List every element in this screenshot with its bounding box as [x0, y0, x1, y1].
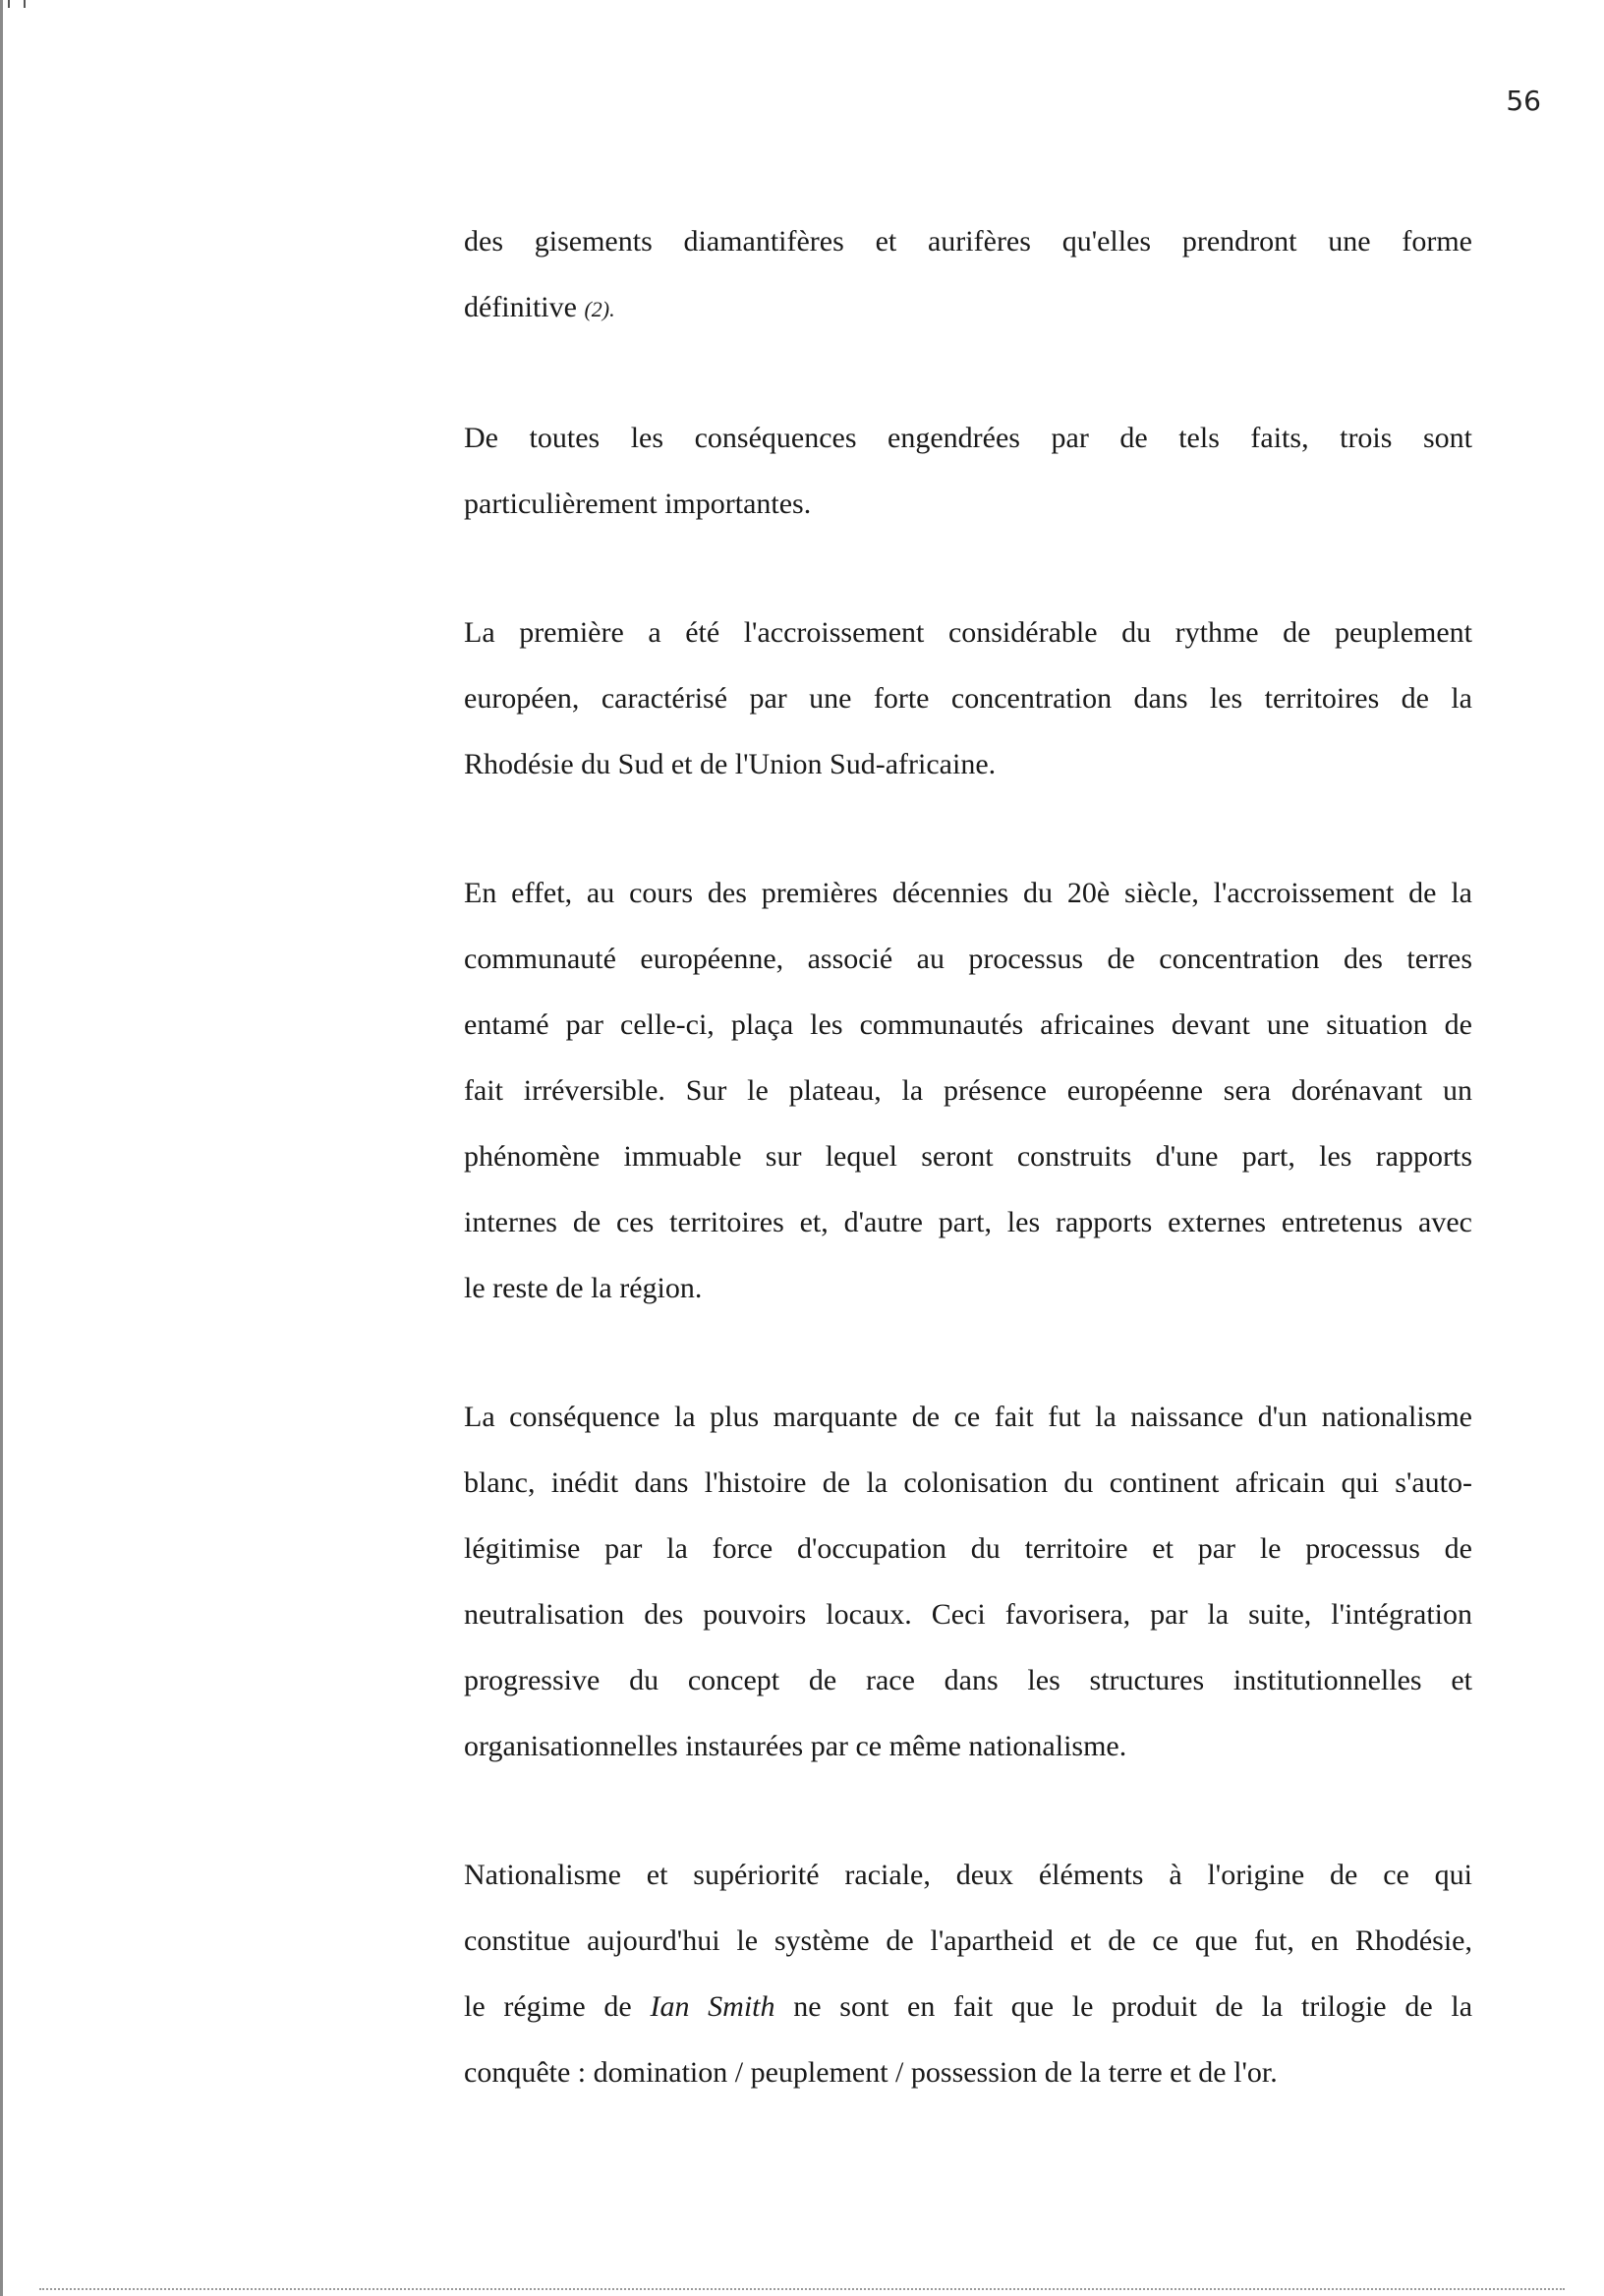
person-name: Ian Smith: [650, 1990, 775, 2023]
text-line: organisationnelles instaurées par ce même nationalisme.: [464, 1730, 1127, 1762]
text-fragment: ne sont en fait que le produit de la trilogie de la: [793, 1990, 1473, 2023]
paragraph-4: [464, 860, 1472, 1321]
text-line: La première a été l'accroissement considérable du rythme de peuplement: [464, 616, 1472, 649]
text-line: De toutes les conséquences engendrées par de tels faits, trois sont: [464, 422, 1472, 454]
text-line: progressive du concept de race dans les structures institutionnelles et: [464, 1664, 1472, 1696]
text-line: Rhodésie du Sud et de l'Union Sud-africaine.: [464, 748, 997, 780]
text-line: entamé par celle-ci, plaça les communautés africaines devant une situation de: [464, 1008, 1472, 1041]
text-line: neutralisation des pouvoirs locaux. Ceci favorisera, par la suite, l'intégration: [464, 1598, 1472, 1631]
text-line: En effet, au cours des premières décennies du 20è siècle, l'accroissement de la: [464, 877, 1472, 909]
paragraph-6: [464, 1842, 1472, 2105]
paragraph-5: [464, 1384, 1472, 1779]
paragraph-1: [464, 208, 1472, 342]
text-line: [464, 1974, 1472, 2039]
text-line: légitimise par la force d'occupation du territoire et par le processus de: [464, 1532, 1472, 1565]
scan-left-edge: [0, 0, 3, 2296]
text-line: communauté européenne, associé au processus de concentration des terres: [464, 943, 1472, 975]
footnote-reference: (2).: [584, 297, 615, 321]
text-line: internes de ces territoires et, d'autre part, les rapports externes entretenus avec: [464, 1206, 1472, 1238]
text-line: conquête : domination / peuplement / possession de la terre et de l'or.: [464, 2056, 1278, 2089]
text-line: Nationalisme et supériorité raciale, deux éléments à l'origine de ce qui: [464, 1859, 1472, 1891]
text-line: blanc, inédit dans l'histoire de la colonisation du continent africain qui s'auto-: [464, 1466, 1472, 1499]
text-line: [464, 274, 1472, 342]
scan-bottom-edge: [39, 2288, 1565, 2292]
text-line: constitue aujourd'hui le système de l'apartheid et de ce que fut, en Rhodésie,: [464, 1924, 1472, 1957]
text-line: européen, caractérisé par une forte concentration dans les territoires de la: [464, 682, 1472, 715]
text-line: phénomène immuable sur lequel seront construits d'une part, les rapports: [464, 1140, 1472, 1173]
page-number: 56: [1506, 85, 1541, 117]
text-line: des gisements diamantifères et aurifères qu'elles prendront une forme: [464, 225, 1472, 258]
scan-top-mark: [8, 0, 26, 8]
text-fragment: le régime de: [464, 1990, 632, 2023]
text-line: le reste de la région.: [464, 1272, 703, 1304]
text-line: La conséquence la plus marquante de ce fait fut la naissance d'un nationalisme: [464, 1401, 1472, 1433]
text-line: fait irréversible. Sur le plateau, la présence européenne sera dorénavant un: [464, 1074, 1472, 1107]
text-line: particulièrement importantes.: [464, 488, 812, 520]
text-fragment: définitive: [464, 291, 577, 323]
body-text: [464, 208, 1472, 2168]
paragraph-2: [464, 405, 1472, 537]
paragraph-3: [464, 600, 1472, 797]
